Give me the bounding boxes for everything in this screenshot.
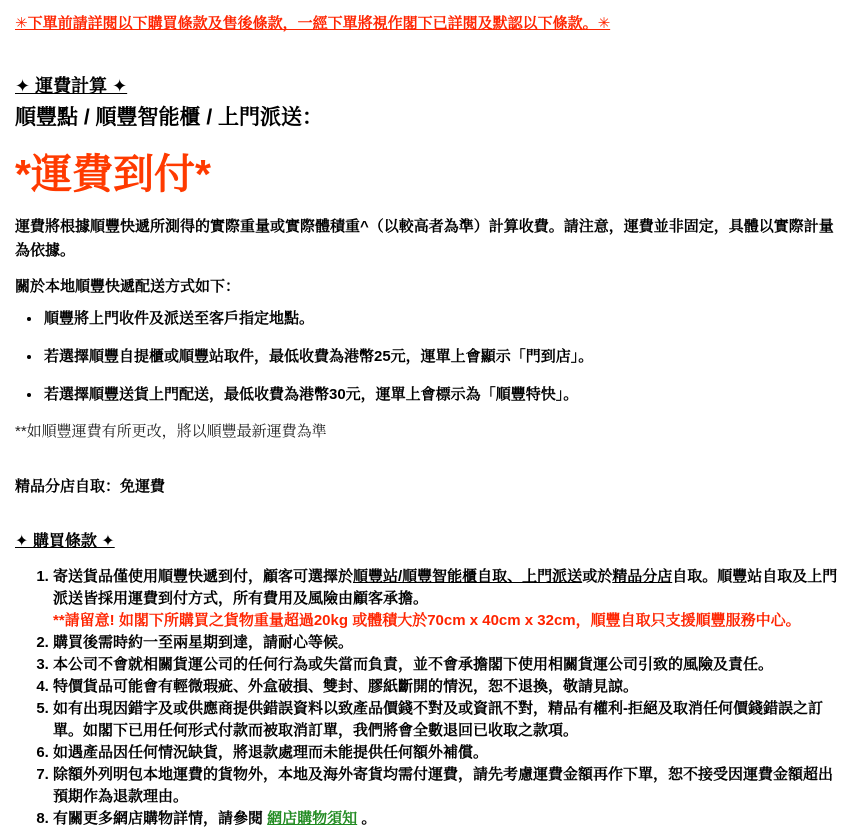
term-item-courier-liability: 3. 本公司不會就相關貨運公司的任何行為或失當而負責，並不會承擔閣下使用相關貨運公司引致的風險及責任。 — [53, 654, 845, 676]
fee-change-note: **如順豐運費有所更改，將以順豐最新運費為準 — [15, 423, 327, 440]
term-item-shipping-cost-refund: 7. 除額外列明包本地運費的貨物外，本地及海外寄貨均需付運費，請先考慮運費金額再作下單，恕不接受因運費金額超出預期作為退款理由。 — [53, 764, 845, 808]
delivery-options-subtitle: 順豐點 / 順豐智能櫃 / 上門派送： — [15, 106, 324, 129]
store-terms-page — [15, 14, 845, 830]
delivery-methods-list — [15, 308, 845, 406]
list-item: • 若選擇順豐送貨上門配送，最低收費為港幣30元，運單上會標示為「順豐特快」。 — [42, 384, 845, 406]
term-item-delivery-time: 2. 購買後需時約一至兩星期到達，請耐心等候。 — [53, 632, 845, 654]
term-item-discounted-goods: 4. 特價貨品可能會有輕微瑕疵、外盒破損、雙封、膠紙斷開的情況，恕不退換，敬請見諒。 — [53, 676, 845, 698]
term-item-out-of-stock: 6. 如遇產品因任何情況缺貨，將退款處理而未能提供任何額外補償。 — [53, 742, 845, 764]
fee-calculation-intro: 運費將根據順豐快遞所測得的實際重量或實際體積重^（以較高者為準）計算收費。請注意，運費並非固定，具體以實際計量為依據。 — [15, 218, 834, 259]
shipping-fee-section — [15, 75, 845, 496]
term-item-pricing-errors: 5. 如有出現因錯字及或供應商提供錯誤資料以致產品價錢不對及或資訊不對，精品有權利-拒絕及取消任何價錢錯誤之訂單。如閣下已用任何形式付款而被取消訂單，我們將會全數退回已收取之款項。 — [53, 698, 845, 742]
freight-collect-headline: *運費到付* — [15, 151, 211, 197]
pickup-options-underlined: 順豐站/順豐智能櫃自取、上門派送 — [353, 568, 583, 585]
purchase-terms-title: ✦ 購買條款 ✦ — [15, 533, 115, 550]
term-text: 寄送貨品僅使用順豐快遞到付，顧客可選擇於 — [53, 568, 354, 585]
term-text: 自取。順豐站自取及上門派送皆採用運費到付方式，所有費用及風險由顧客承擔。 — [53, 568, 838, 607]
term-item-more-info — [53, 808, 845, 830]
list-item: • 順豐將上門收件及派送至客戶指定地點。 — [42, 308, 845, 330]
delivery-methods-heading: 關於本地順豐快遞配送方式如下： — [15, 278, 241, 295]
term-text: 或於 — [582, 568, 613, 585]
weight-size-limit-warning: **請留意! 如閣下所購買之貨物重量超過20kg 或體積大於70cm x 40cm x 32cm，順豐自取只支援順豐服務中心。 — [53, 612, 801, 629]
shipping-section-title: ✦ 運費計算 ✦ — [15, 76, 128, 96]
pre-order-notice: ✳下單前請詳閱以下購買條款及售後條款，一經下單將視作閣下已詳閱及默認以下條款。✳ — [15, 15, 611, 32]
list-item: • 若選擇順豐自提櫃或順豐站取件，最低收費為港幣25元，運單上會顯示「門到店」。 — [42, 346, 845, 368]
term-item-shipping-options — [53, 566, 845, 632]
term-text: 有關更多網店購物詳情，請參閱 — [53, 810, 268, 827]
purchase-terms-section — [15, 532, 845, 830]
term-text: 。 — [357, 810, 377, 827]
purchase-terms-list — [15, 566, 845, 830]
boutique-store-underlined: 精品分店 — [612, 568, 673, 585]
store-pickup-free-note: 精品分店自取：免運費 — [15, 478, 166, 495]
shop-guide-link[interactable]: 網店購物須知 — [267, 810, 358, 827]
